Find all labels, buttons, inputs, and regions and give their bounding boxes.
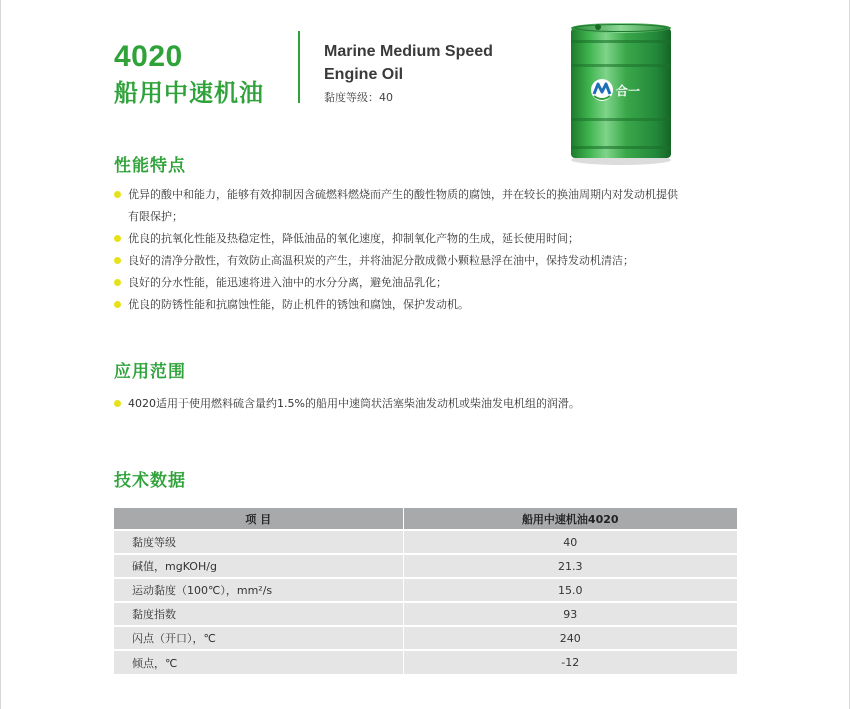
page-border-left — [0, 0, 1, 709]
table-row: 闪点（开口），℃ 240 — [114, 626, 737, 650]
viscosity-grade: 黏度等级：40 — [324, 91, 393, 104]
tech-data-title: 技术数据 — [114, 471, 186, 491]
brand-logo-icon — [591, 79, 613, 101]
drum-rib — [571, 146, 671, 149]
product-name-en — [324, 40, 493, 86]
table-row: 运动黏度（100℃），mm²/s 15.0 — [114, 578, 737, 602]
header-item: 项 目 — [114, 508, 403, 530]
header-product: 船用中速机油4020 — [403, 508, 737, 530]
table-row: 黏度等级 40 — [114, 530, 737, 554]
bullet-dot-icon — [114, 191, 121, 198]
product-name-en-line1: Marine Medium Speed — [324, 43, 493, 60]
drum-rib — [571, 118, 671, 121]
features-list — [114, 184, 750, 316]
table-row: 倾点，℃ -12 — [114, 650, 737, 674]
list-item: 良好的分水性能，能迅速将进入油中的水分分离，避免油品乳化； — [114, 272, 750, 294]
list-item: 优良的防锈性能和抗腐蚀性能，防止机件的锈蚀和腐蚀，保护发动机。 — [114, 294, 750, 316]
application-list — [114, 393, 750, 415]
list-item: 优良的抗氧化性能及热稳定性，降低油品的氧化速度，抑制氧化产物的生成，延长使用时间； — [114, 228, 750, 250]
list-item: 4020适用于使用燃料硫含量约1.5%的船用中速筒状活塞柴油发动机或柴油发电机组的润滑。 — [114, 393, 750, 415]
product-name-en-line2: Engine Oil — [324, 66, 404, 83]
application-title: 应用范围 — [114, 362, 186, 382]
bullet-dot-icon — [114, 257, 121, 264]
header-divider — [298, 31, 300, 103]
tech-data-table — [114, 508, 737, 674]
table-header-row — [114, 508, 737, 530]
brand-text: 合一 — [616, 84, 641, 98]
oil-drum-icon — [568, 20, 674, 166]
drum-rib — [571, 40, 671, 43]
table-row: 黏度指数 93 — [114, 602, 737, 626]
table-row: 碱值，mgKOH/g 21.3 — [114, 554, 737, 578]
bullet-dot-icon — [114, 279, 121, 286]
features-title: 性能特点 — [114, 156, 186, 176]
drum-rib — [571, 64, 671, 67]
product-code: 4020 — [114, 40, 183, 73]
list-item: 优异的酸中和能力，能够有效抑制因含硫燃料燃烧而产生的酸性物质的腐蚀，并在较长的换油周期内对发动机提供 有限保护； — [114, 184, 750, 228]
bullet-dot-icon — [114, 235, 121, 242]
product-name-cn: 船用中速机油 — [114, 79, 264, 107]
bullet-dot-icon — [114, 400, 121, 407]
list-item: 良好的清净分散性，有效防止高温积炭的产生，并将油泥分散成微小颗粒悬浮在油中，保持发动机清洁； — [114, 250, 750, 272]
bullet-dot-icon — [114, 301, 121, 308]
